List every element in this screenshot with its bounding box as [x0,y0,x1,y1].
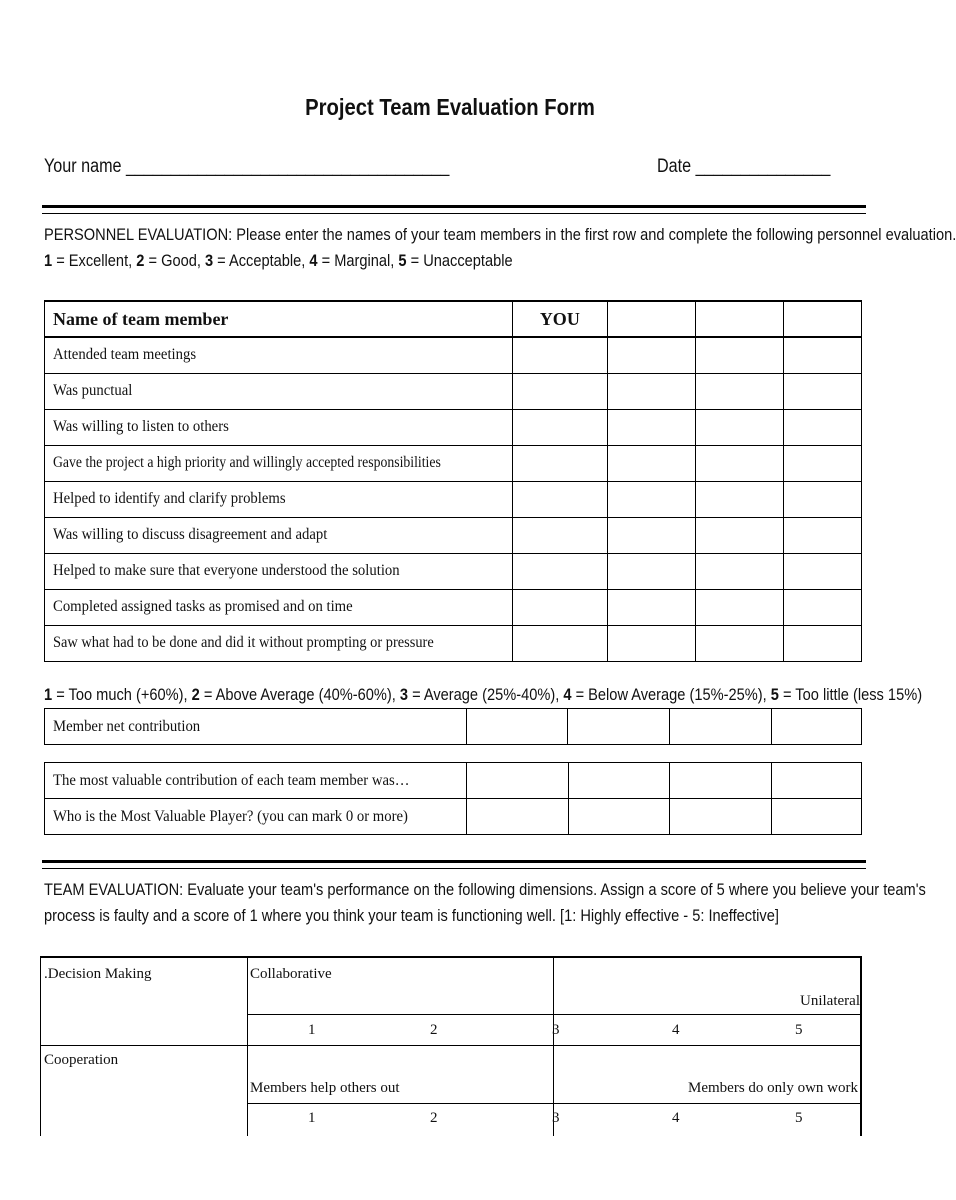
member-name-cell[interactable] [607,301,695,337]
dimension-left-label: Collaborative [250,966,332,982]
score-option[interactable]: 4 [672,1110,680,1126]
rating-cell[interactable] [466,709,568,745]
valuable-table [44,762,862,835]
team-evaluation-grid [40,956,862,1136]
rating-cell[interactable] [607,481,695,517]
rating-cell[interactable] [670,799,772,835]
dimension-name: .Decision Making [44,966,152,982]
rating-cell[interactable] [695,517,783,553]
dimension-name: Cooperation [44,1052,119,1068]
score-option[interactable]: 2 [430,1110,438,1126]
mvp-label: Who is the Most Valuable Player? (you can mark 0 or more) [45,799,467,835]
rating-cell[interactable] [695,481,783,517]
criterion-label: Completed assigned tasks as promised and on time [45,589,513,625]
section-divider [42,205,866,214]
rating-cell[interactable] [512,589,607,625]
dimension-left-label: Members help others out [250,1080,400,1096]
rating-cell[interactable] [512,481,607,517]
date-label: Date [657,156,692,177]
rating-cell[interactable] [783,445,861,481]
criterion-label: Gave the project a high priority and willingly accepted responsibilities [45,445,513,481]
team-instruction-line1: TEAM EVALUATION: Evaluate your team's performance on the following dimensions. Assign a score of 5 where you believe your team's [44,880,926,899]
rating-cell[interactable] [772,763,862,799]
rating-cell[interactable] [466,799,568,835]
criterion-label: Saw what had to be done and did it without prompting or pressure [45,625,513,661]
valuable-contribution-label: The most valuable contribution of each team member was… [45,763,467,799]
score-option[interactable]: 2 [430,1022,438,1038]
criterion-label: Helped to make sure that everyone understood the solution [45,553,513,589]
rating-cell[interactable] [607,625,695,661]
rating-cell[interactable] [670,709,772,745]
dimension-right-label: Members do only own work [688,1080,858,1096]
rating-cell[interactable] [695,337,783,373]
personnel-scale: 1 = Excellent, 2 = Good, 3 = Acceptable, 4 = Marginal, 5 = Unacceptable [44,251,513,270]
rating-cell[interactable] [695,373,783,409]
table-row [45,445,862,481]
rating-cell[interactable] [512,373,607,409]
table-row [45,589,862,625]
rating-cell[interactable] [695,625,783,661]
rating-cell[interactable] [783,553,861,589]
rating-cell[interactable] [607,517,695,553]
table-header-row [45,301,862,337]
rating-cell[interactable] [783,373,861,409]
score-option[interactable]: 1 [308,1110,316,1126]
rating-cell[interactable] [607,445,695,481]
score-option[interactable]: 3 [552,1022,560,1038]
rating-cell[interactable] [695,553,783,589]
rating-cell[interactable] [607,373,695,409]
net-contribution-label: Member net contribution [45,709,467,745]
rating-cell[interactable] [466,763,568,799]
rating-cell[interactable] [512,337,607,373]
criterion-label: Was punctual [45,373,513,409]
rating-cell[interactable] [512,409,607,445]
rating-cell[interactable] [512,517,607,553]
contribution-table [44,708,862,745]
criterion-label: Was willing to listen to others [45,409,513,445]
table-row [45,709,862,745]
your-name-label: Your name [44,156,122,177]
section-divider [42,860,866,869]
personnel-instruction: PERSONNEL EVALUATION: Please enter the names of your team members in the first row and complete the following personnel evaluation. [44,225,956,244]
score-option[interactable]: 5 [795,1022,803,1038]
contribution-scale: 1 = Too much (+60%), 2 = Above Average (40%-60%), 3 = Average (25%-40%), 4 = Below Average (15%-25%), 5 = Too little (less 15%) [44,685,923,704]
dimension-right-label: Unilateral [800,993,860,1009]
page-title: Project Team Evaluation Form [305,94,595,120]
rating-cell[interactable] [607,337,695,373]
rating-cell[interactable] [783,517,861,553]
score-option[interactable]: 4 [672,1022,680,1038]
member-name-cell[interactable] [783,301,861,337]
table-row [45,409,862,445]
rating-cell[interactable] [568,709,670,745]
rating-cell[interactable] [695,589,783,625]
rating-cell[interactable] [772,709,862,745]
rating-cell[interactable] [695,409,783,445]
criterion-label: Helped to identify and clarify problems [45,481,513,517]
score-option[interactable]: 3 [552,1110,560,1126]
rating-cell[interactable] [607,589,695,625]
table-row [45,625,862,661]
table-row [45,553,862,589]
rating-cell[interactable] [607,553,695,589]
rating-cell[interactable] [783,481,861,517]
table-row [45,481,862,517]
member-name-cell[interactable] [695,301,783,337]
your-name-line[interactable] [44,156,449,178]
rating-cell[interactable] [772,799,862,835]
personnel-table [44,300,862,662]
rating-cell[interactable] [783,625,861,661]
table-row [45,373,862,409]
you-column-header: YOU [512,301,607,337]
score-option[interactable]: 1 [308,1022,316,1038]
team-instruction-line2: process is faulty and a score of 1 where you think your team is functioning well. [1: Highly effective - 5: Ineffective] [44,906,779,925]
rating-cell[interactable] [783,409,861,445]
your-name-blank[interactable]: ____________________________________ [126,156,450,177]
score-option[interactable]: 5 [795,1110,803,1126]
rating-cell[interactable] [783,337,861,373]
rating-cell[interactable] [568,763,670,799]
rating-cell[interactable] [695,445,783,481]
date-line[interactable] [657,156,830,178]
rating-cell[interactable] [670,763,772,799]
table-row [45,517,862,553]
rating-cell[interactable] [783,589,861,625]
rating-cell[interactable] [512,445,607,481]
rating-cell[interactable] [512,625,607,661]
rating-cell[interactable] [568,799,670,835]
rating-cell[interactable] [512,553,607,589]
name-header: Name of team member [45,301,513,337]
rating-cell[interactable] [607,409,695,445]
table-row [45,337,862,373]
criterion-label: Attended team meetings [45,337,513,373]
table-row [45,799,862,835]
date-blank[interactable]: _______________ [695,156,831,177]
criterion-label: Was willing to discuss disagreement and adapt [45,517,513,553]
table-row [45,763,862,799]
